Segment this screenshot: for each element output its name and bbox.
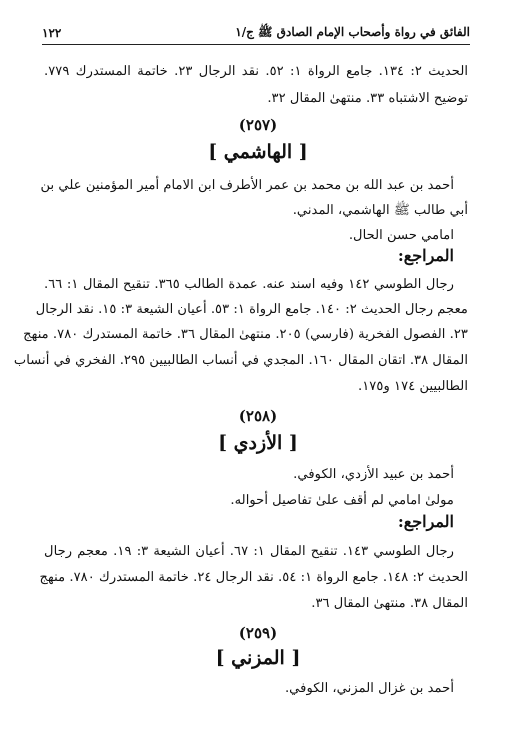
reference-line: رجال الطوسي ١٤٢ وفيه اسند عنه. عمدة الطالب ٣٦٥. تنقيح المقال ١: ٦٦. <box>44 277 454 292</box>
reference-line: رجال الطوسي ١٤٣. تنقيح المقال ١: ٦٧. أعيان الشيعة ٣: ١٩. معجم رجال <box>44 544 455 559</box>
body-line: أحمد بن عبيد الأزدي، الكوفي. <box>293 467 454 482</box>
page-number: ١٢٢ <box>42 26 62 40</box>
references-heading: المراجع: <box>397 246 454 265</box>
reference-line: معجم رجال الحديث ٢: ١٤٠. جامع الرواة ١: ٥٣. أعيان الشيعة ٣: ١٥. نقد الرجال <box>35 302 468 317</box>
reference-line: المقال ٣٨. اتقان المقال ١٦٠. المجدي في أنساب الطالبيين ٢٩٥. الفخري في أنساب <box>13 353 468 368</box>
running-header <box>42 22 470 45</box>
body-line: توضيح الاشتباه ٣٣. منتهىٰ المقال ٣٢. <box>267 91 468 106</box>
entry-number: (٢٥٧) <box>238 116 278 134</box>
body-line: أحمد بن عبد الله بن محمد بن عمر الأطرف ابن الامام أمير المؤمنين علي بن <box>40 178 454 193</box>
reference-line: المقال ٣٨. منتهىٰ المقال ٣٦. <box>311 596 468 611</box>
entry-name: [ الهاشمي ] <box>208 141 308 163</box>
references-heading: المراجع: <box>397 512 454 531</box>
entry-number: (٢٥٩) <box>238 624 278 642</box>
body-line: امامي حسن الحال. <box>348 228 454 243</box>
running-title: الفائق في رواة وأصحاب الإمام الصادق ﷺ ج/١ <box>235 24 470 39</box>
reference-line: ٢٣. الفصول الفخرية (فارسي) ٢٠٥. منتهىٰ المقال ٣٦. خاتمة المستدرك ٧٨٠. منهج <box>23 327 468 342</box>
reference-line: الطالبيين ١٧٤ و١٧٥. <box>358 379 468 394</box>
body-line: أبي طالب ﷺ الهاشمي، المدني. <box>292 203 468 218</box>
body-line: مولىٰ امامي لم أقف علىٰ تفاصيل أحواله. <box>230 493 454 508</box>
body-line: الحديث ٢: ١٣٤. جامع الرواة ١: ٥٢. نقد الرجال ٢٣. خاتمة المستدرك ٧٧٩. <box>44 64 468 79</box>
entry-number: (٢٥٨) <box>238 407 278 425</box>
reference-line: الحديث ٢: ١٤٨. جامع الرواة ١: ٥٤. نقد الرجال ٢٤. خاتمة المستدرك ٧٨٠. منهج <box>39 570 468 585</box>
entry-name: [ الأزدي ] <box>218 432 298 454</box>
body-line: أحمد بن غزال المزني، الكوفي. <box>284 681 454 696</box>
entry-name: [ المزني ] <box>215 647 301 669</box>
